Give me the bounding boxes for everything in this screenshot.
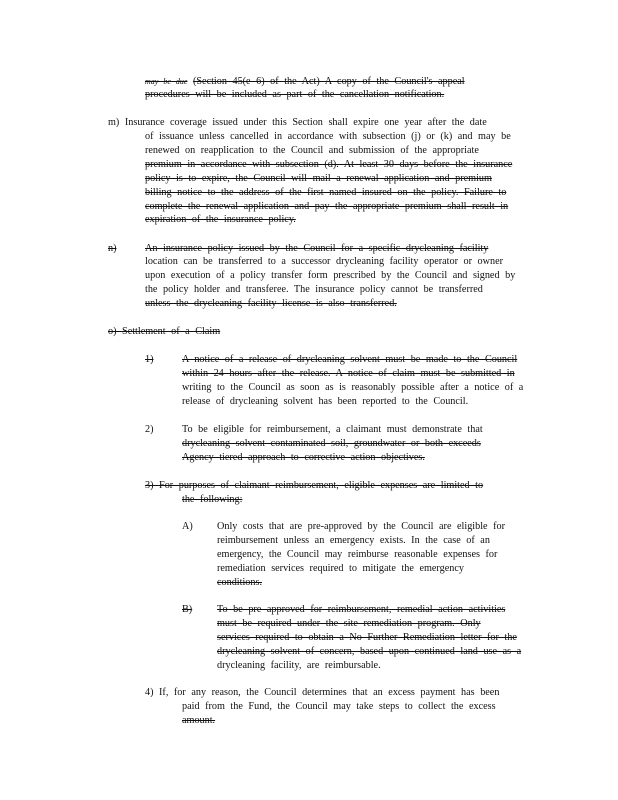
item-o-1-line: A notice of a release of drycleaning solvent must be made to the Council bbox=[182, 354, 518, 365]
para-n-line: unless the drycleaning facility license is also transferred. bbox=[145, 298, 397, 309]
item-o-1-line: within 24 hours after the release. A notice of claim must be submitted in bbox=[182, 368, 515, 379]
item-o-3-line: the following: bbox=[182, 494, 243, 505]
item-o-1-line: writing to the Council as soon as is reasonably possible after a notice of a bbox=[182, 382, 524, 393]
item-number: 2) bbox=[145, 424, 154, 435]
para-n-line: upon execution of a policy transfer form prescribed by the Council and signed by bbox=[145, 270, 516, 281]
para-m-line: premium in accordance with subsection (d). At least 30 days before the insurance bbox=[145, 159, 513, 170]
intro-line-2: procedures will be included as part of the cancellation notification. bbox=[145, 89, 445, 100]
subitem-a-line: Only costs that are pre-approved by the Council are eligible for bbox=[217, 521, 505, 532]
para-m-line: expiration of the insurance policy. bbox=[145, 214, 296, 225]
subitem-b-line: drycleaning solvent of concern, based upon continued land use as a bbox=[217, 646, 522, 657]
intro-text: may be due bbox=[145, 77, 188, 86]
intro-text: (Section 45(e 6) of the Act) A copy of the Council's appeal bbox=[192, 76, 465, 87]
item-o-4-line: paid from the Fund, the Council may take steps to collect the excess bbox=[182, 701, 496, 712]
subitem-a-line: emergency, the Council may reimburse reasonable expenses for bbox=[217, 549, 498, 560]
subitem-b-line: must be required under the site remediation program. Only bbox=[217, 618, 481, 629]
subitem-a-line: remediation services required to mitigate the emergency bbox=[217, 563, 464, 574]
item-o-1-line: release of drycleaning solvent has been reported to the Council. bbox=[182, 396, 469, 407]
para-n-label: n) bbox=[108, 243, 117, 254]
subitem-a-line: reimbursement unless an emergency exists. In the case of an bbox=[217, 535, 490, 546]
item-o-4-line: 4) If, for any reason, the Council determines that an excess payment has been bbox=[145, 687, 500, 698]
subitem-a-line: conditions. bbox=[217, 577, 262, 588]
para-n-line: the policy holder and transferee. The insurance policy cannot be transferred bbox=[145, 284, 483, 295]
subitem-b-line: services required to obtain a No Further Remediation letter for the bbox=[217, 632, 517, 643]
item-o-2-line: drycleaning solvent contaminated soil, groundwater or both exceeds bbox=[182, 438, 481, 449]
para-m-line: policy is to expire, the Council will mail a renewal application and premium bbox=[145, 173, 492, 184]
para-m-line: billing notice to the address of the first named insured on the policy. Failure to bbox=[145, 187, 507, 198]
item-o-4-line: amount. bbox=[182, 715, 216, 726]
item-o-2-line: To be eligible for reimbursement, a claimant must demonstrate that bbox=[182, 424, 483, 435]
section-o-heading: o) Settlement of a Claim bbox=[108, 326, 221, 337]
para-n-line: An insurance policy issued by the Council for a specific drycleaning facility bbox=[145, 243, 489, 254]
para-m-line: of issuance unless cancelled in accordance with subsection (j) or (k) and may be bbox=[145, 131, 511, 142]
subitem-b-line: drycleaning facility, are reimbursable. bbox=[217, 660, 381, 671]
item-o-3-line: 3) For purposes of claimant reimbursement, eligible expenses are limited to bbox=[145, 480, 484, 491]
para-n-line: location can be transferred to a successor drycleaning facility operator or owner bbox=[145, 256, 504, 267]
subitem-b-line: To be pre approved for reimbursement, remedial action activities bbox=[217, 604, 506, 615]
intro-line-1 bbox=[145, 75, 465, 89]
para-m-line: m) Insurance coverage issued under this Section shall expire one year after the date bbox=[108, 117, 487, 128]
subitem-letter: A) bbox=[182, 521, 193, 532]
item-number: 1) bbox=[145, 354, 154, 365]
para-m-line: renewed on reapplication to the Council and submission of the appropriate bbox=[145, 145, 479, 156]
subitem-letter: B) bbox=[182, 604, 193, 615]
item-o-2-line: Agency tiered approach to corrective action objectives. bbox=[182, 452, 425, 463]
para-m-line: complete the renewal application and pay the appropriate premium shall result in bbox=[145, 201, 509, 212]
